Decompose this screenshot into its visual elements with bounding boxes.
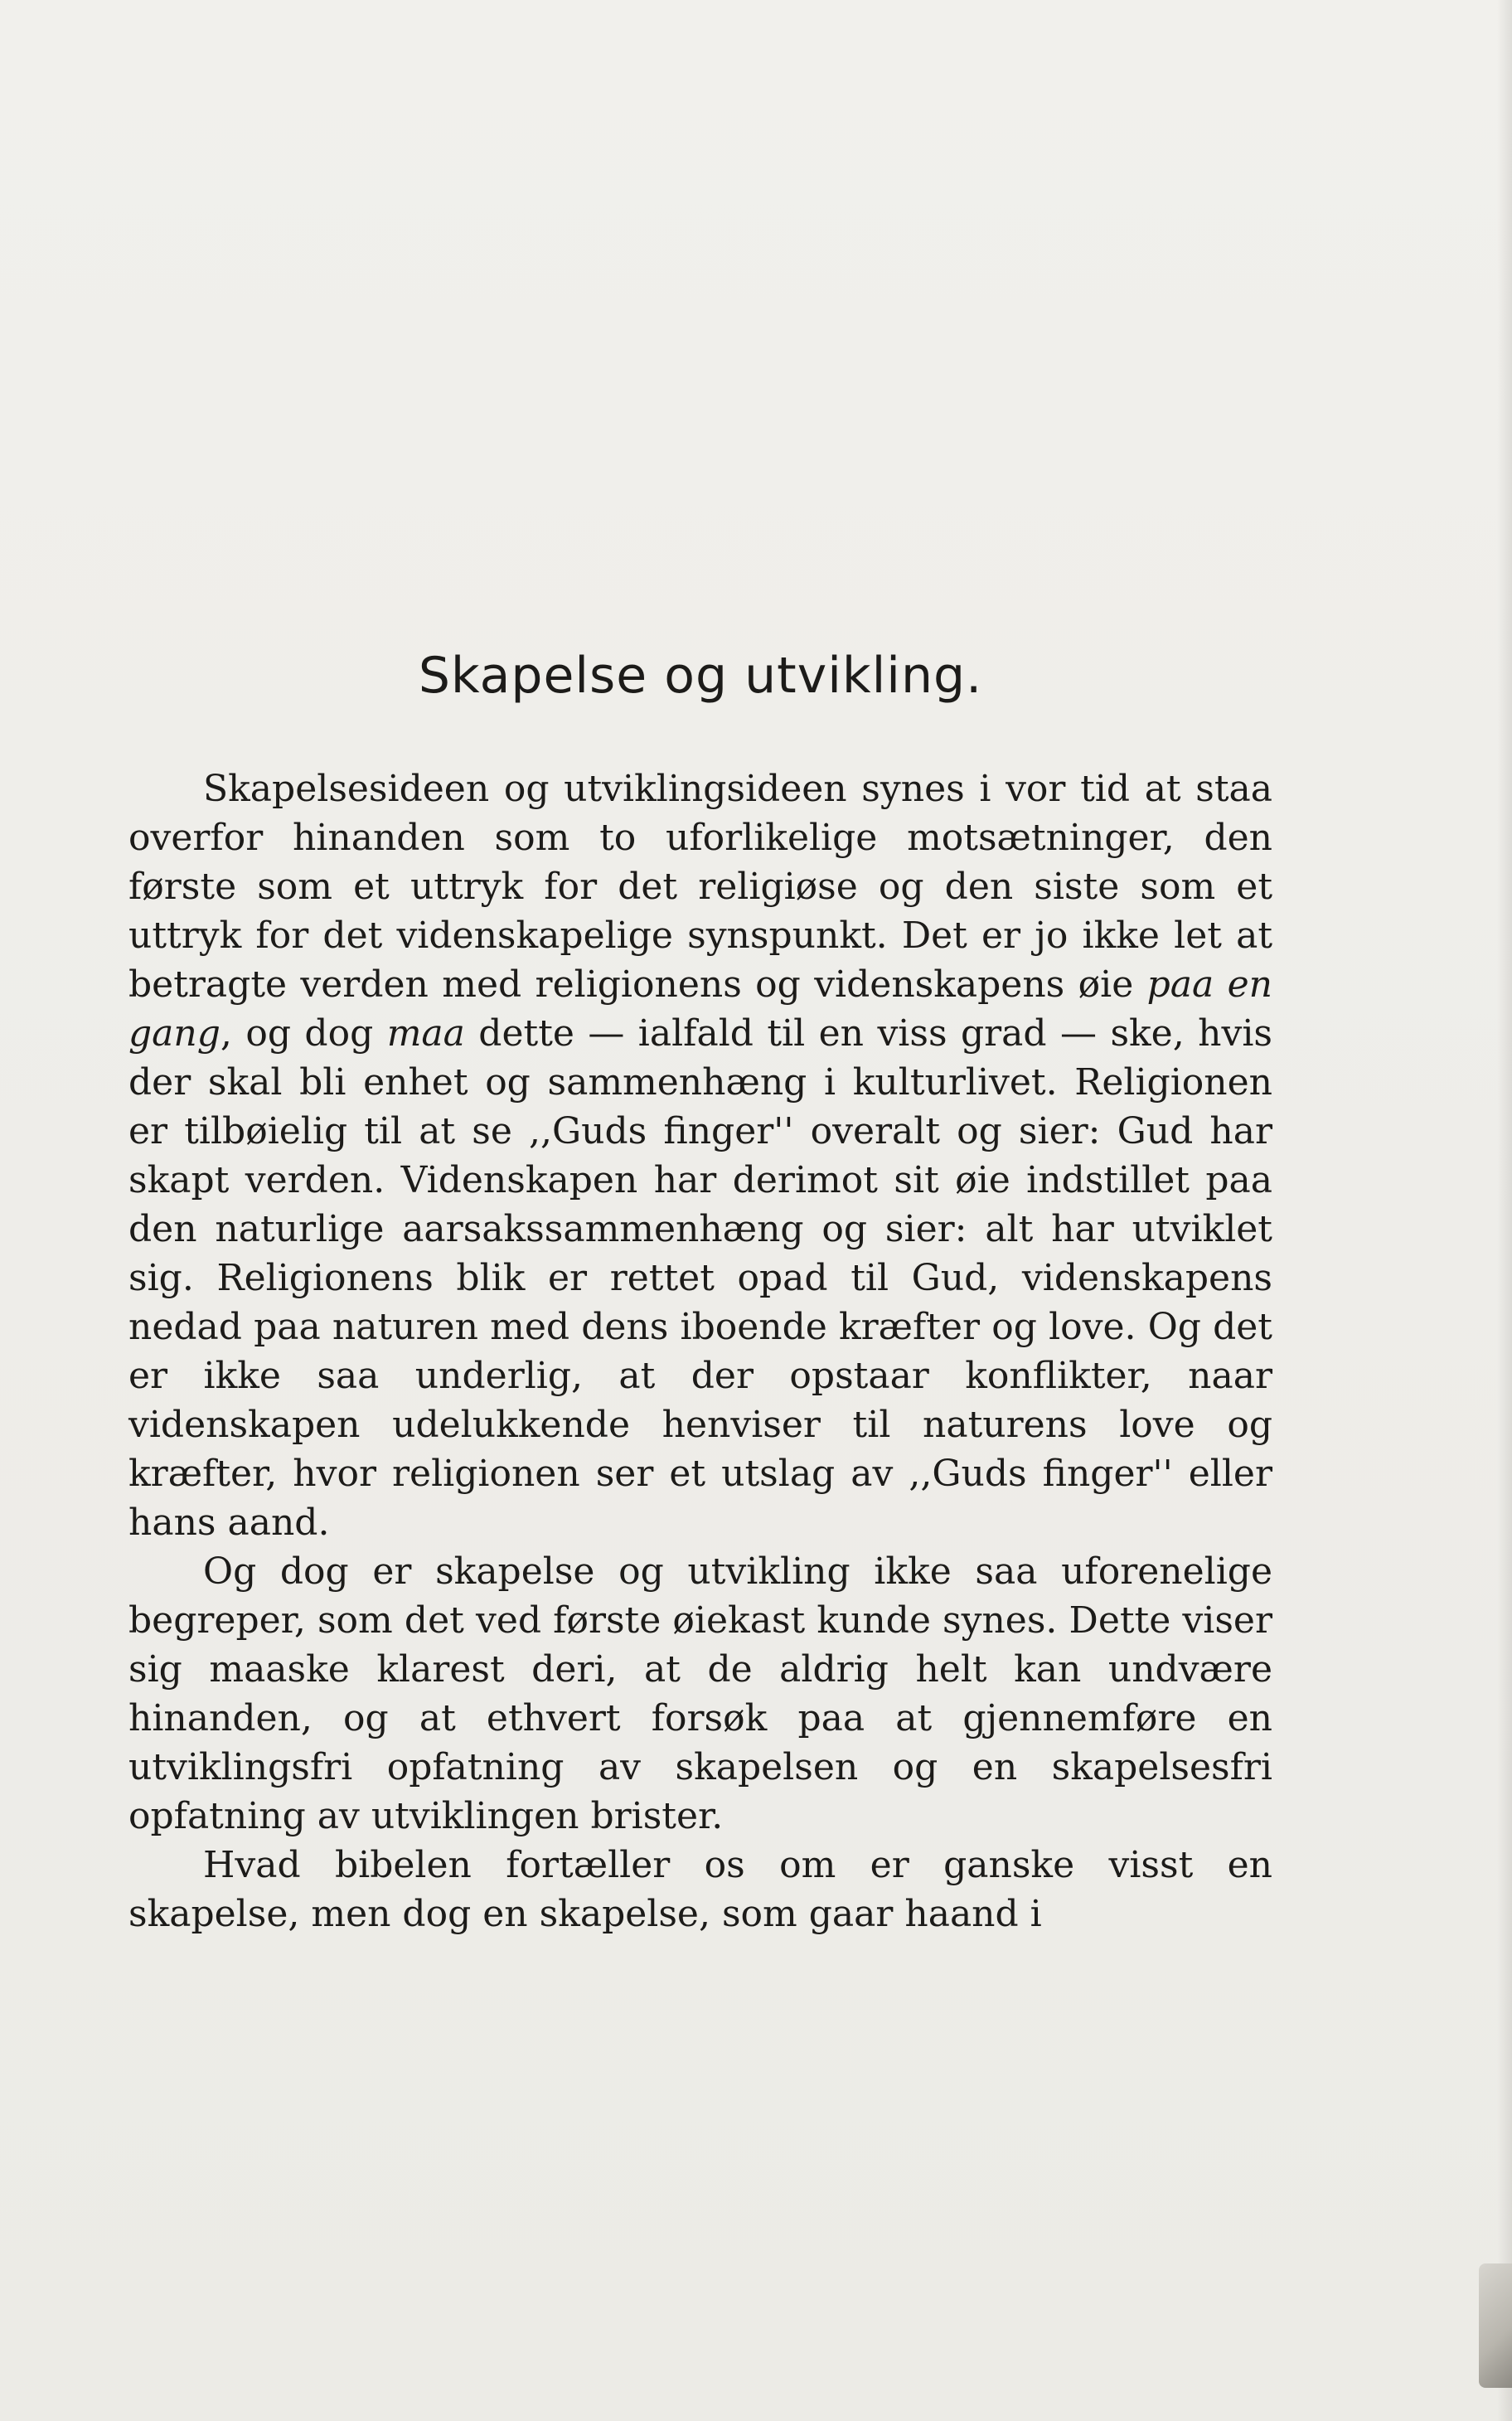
- page-corner-mark: [1479, 2263, 1512, 2388]
- page-edge-shadow: [1497, 0, 1512, 2421]
- paragraph-2: [128, 1547, 1272, 1841]
- paragraph-3-text: Hvad bibelen fortæller os om er ganske visst en skapelse, men dog en skapelse, som gaar haand i: [128, 1844, 1272, 1935]
- paragraph-1-text-3: dette — ialfald til en viss grad — ske, hvis der skal bli enhet og sammenhæng i kulturlivet. Religionen er tilbøielig til at se ,,Guds finger'' overalt og sier: Gud har skapt verden. Videnskapen har derimot sit øie indstillet paa den naturlige aarsakssammenhæng og sier: alt har utviklet sig. Religionens blik er rettet opad til Gud, videnskapens nedad paa naturen med dens iboende kræfter og love. Og det er ikke saa underlig, at der opstaar konflikter, naar videnskapen udelukkende henviser til naturens love og kræfter, hvor religionen ser et utslag av ,,Guds finger'' eller hans aand.: [128, 1012, 1272, 1544]
- paragraph-1-italic-1: paa en gang: [128, 963, 1272, 1055]
- paragraph-1-text-1: Skapelsesideen og utviklingsideen synes i vor tid at staa overfor hinanden som to uforlikelige motsætninger, den første som et uttryk for det religiøse og den siste som et uttryk for det videnskapelige synspunkt. Det er jo ikke let at betragte verden med religionens og videnskapens øie: [128, 768, 1272, 1006]
- paragraph-1-text-2: , og dog: [220, 1012, 387, 1055]
- chapter-title: Skapelse og utvikling.: [418, 647, 983, 705]
- page-content: [128, 638, 1272, 1938]
- paragraph-1: [128, 764, 1272, 1547]
- paragraph-1-italic-2: maa: [386, 1012, 465, 1055]
- paragraph-3: [128, 1841, 1272, 1938]
- paragraph-2-text: Og dog er skapelse og utvikling ikke saa uforenelige begreper, som det ved første øiekast kunde synes. Dette viser sig maaske klarest deri, at de aldrig helt kan undvære hinanden, og at ethvert forsøk paa at gjennemføre en utviklingsfri opfatning av skapelsen og en skapelsesfri opfatning av utviklingen brister.: [128, 1550, 1272, 1837]
